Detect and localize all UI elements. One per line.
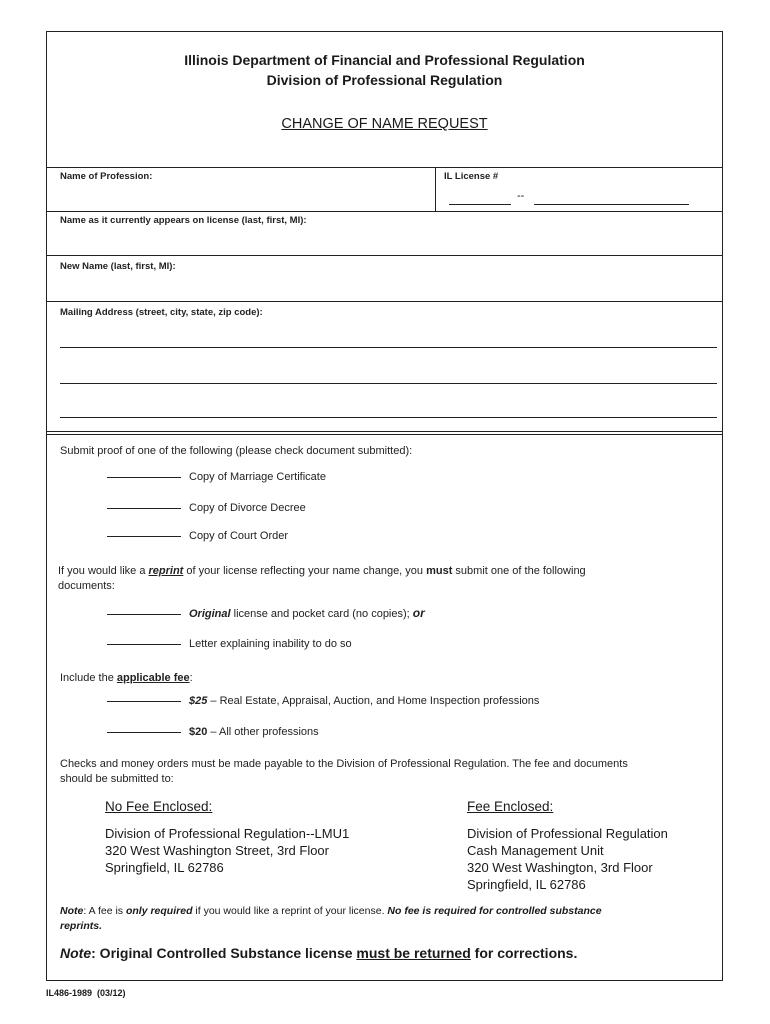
address-line-2[interactable] bbox=[60, 383, 717, 384]
address-line: Springfield, IL 62786 bbox=[467, 877, 586, 892]
note-fee-line2: reprints. bbox=[60, 920, 103, 932]
fee-intro: Include the applicable fee: bbox=[60, 672, 193, 684]
checkbox-blank[interactable] bbox=[107, 701, 181, 702]
checkbox-blank[interactable] bbox=[107, 536, 181, 537]
license-separator: -- bbox=[517, 190, 525, 202]
license-number-field[interactable] bbox=[534, 204, 689, 205]
form-number: IL486-1989 (03/12) bbox=[46, 988, 126, 998]
divider bbox=[47, 167, 722, 168]
proof-option-court[interactable]: Copy of Court Order bbox=[107, 530, 288, 542]
address-line: 320 West Washington Street, 3rd Floor bbox=[105, 843, 329, 858]
change-of-name-form bbox=[46, 31, 723, 981]
division-name: Division of Professional Regulation bbox=[266, 72, 503, 88]
checkbox-blank[interactable] bbox=[107, 644, 181, 645]
payable-text-line2: should be submitted to: bbox=[60, 773, 174, 785]
reprint-option-letter[interactable]: Letter explaining inability to do so bbox=[107, 638, 352, 650]
license-label: IL License # bbox=[444, 171, 499, 182]
license-prefix-field[interactable] bbox=[449, 204, 511, 205]
divider bbox=[47, 211, 722, 212]
proof-option-divorce[interactable]: Copy of Divorce Decree bbox=[107, 502, 306, 514]
column-divider bbox=[435, 167, 436, 211]
form-title: CHANGE OF NAME REQUEST bbox=[281, 116, 488, 132]
profession-label: Name of Profession: bbox=[60, 171, 153, 182]
no-fee-heading: No Fee Enclosed: bbox=[105, 799, 213, 814]
address-line: Springfield, IL 62786 bbox=[105, 860, 224, 875]
note-fee: Note: A fee is only required if you would like a reprint of your license. No fee is required for controlled substance bbox=[60, 905, 602, 917]
reprint-intro-line2: documents: bbox=[58, 580, 115, 592]
checkbox-blank[interactable] bbox=[107, 614, 181, 615]
no-fee-address bbox=[105, 798, 349, 876]
new-name-label: New Name (last, first, MI): bbox=[60, 261, 176, 272]
checkbox-blank[interactable] bbox=[107, 732, 181, 733]
section-divider bbox=[47, 431, 722, 432]
fee-heading: Fee Enclosed: bbox=[467, 799, 554, 814]
address-line: 320 West Washington, 3rd Floor bbox=[467, 860, 653, 875]
fee-option-25[interactable]: $25 – Real Estate, Appraisal, Auction, and Home Inspection professions bbox=[107, 695, 539, 707]
section-divider bbox=[47, 434, 722, 435]
address-line: Division of Professional Regulation--LMU1 bbox=[105, 826, 350, 841]
mailing-address-label: Mailing Address (street, city, state, zip code): bbox=[60, 307, 263, 318]
divider bbox=[47, 301, 722, 302]
address-line: Division of Professional Regulation bbox=[467, 826, 668, 841]
proof-option-marriage[interactable]: Copy of Marriage Certificate bbox=[107, 471, 326, 483]
note-controlled-substance: Note: Original Controlled Substance license must be returned for corrections. bbox=[60, 945, 578, 961]
checkbox-blank[interactable] bbox=[107, 477, 181, 478]
payable-text: Checks and money orders must be made payable to the Division of Professional Regulation. The fee and documents bbox=[60, 758, 628, 770]
address-line: Cash Management Unit bbox=[467, 843, 604, 858]
reprint-option-original[interactable]: Original license and pocket card (no copies); or bbox=[107, 606, 425, 620]
proof-intro: Submit proof of one of the following (please check document submitted): bbox=[60, 445, 413, 457]
reprint-intro: If you would like a reprint of your license reflecting your name change, you must submit one of the following bbox=[58, 565, 586, 577]
current-name-label: Name as it currently appears on license (last, first, MI): bbox=[60, 215, 307, 226]
department-name: Illinois Department of Financial and Professional Regulation bbox=[184, 52, 585, 68]
address-line-1[interactable] bbox=[60, 347, 717, 348]
divider bbox=[47, 255, 722, 256]
checkbox-blank[interactable] bbox=[107, 508, 181, 509]
fee-option-20[interactable]: $20 – All other professions bbox=[107, 726, 319, 738]
address-line-3[interactable] bbox=[60, 417, 717, 418]
fee-address bbox=[467, 798, 668, 893]
